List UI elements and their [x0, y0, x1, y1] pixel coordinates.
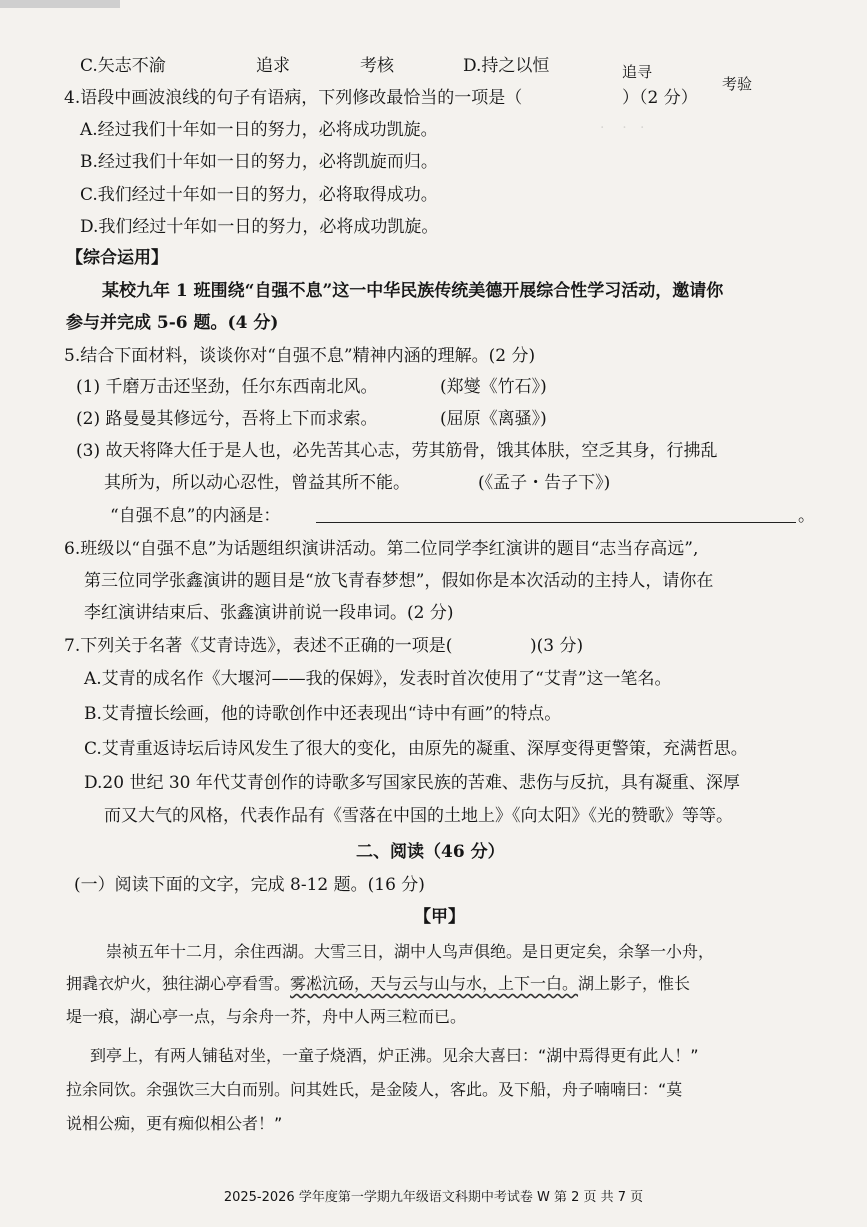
q4-option-c: C.我们经过十年如一日的努力，必将取得成功。 [80, 185, 438, 205]
q7-option-a: A.艾青的成名作《大堰河——我的保姆》，发表时首次使用了“艾青”这一笔名。 [84, 669, 672, 689]
q6-line3: 李红演讲结束后、张鑫演讲前说一段串词。(2 分) [84, 603, 454, 623]
reading-subsection: (一）阅读下面的文字，完成 8-12 题。(16 分) [74, 875, 425, 895]
q6-line1: 6.班级以“自强不息”为话题组织演讲活动。第二位同学李红演讲的题目“志当存高远”, [64, 539, 699, 559]
passage-line1: 崇祯五年十二月，余住西湖。大雪三日，湖中人鸟声俱绝。是日更定矣，余拏一小舟， [106, 942, 715, 961]
passage-line2 [66, 972, 690, 996]
q4-score: ）（2 分） [622, 88, 698, 108]
section-title-zonghe: 【综合运用】 [66, 248, 168, 268]
q5-material-3-line1: (3) 故天将降大任于是人也，必先苦其心志，劳其筋骨，饿其体肤，空乏其身，行拂乱 [76, 441, 718, 461]
passage-line6: 说相公痴，更有痴似相公者！” [66, 1114, 283, 1133]
q5-material-1: (1) 千磨万击还坚劲，任尔东西南北风。 [76, 377, 378, 397]
q5-answer-blank[interactable] [316, 522, 796, 523]
zonghe-intro-line2: 参与并完成 5-6 题。(4 分) [66, 313, 279, 333]
q7-stem: 7.下列关于名著《艾青诗选》，表述不正确的一项是( [64, 636, 453, 656]
q5-answer-label: “自强不息”的内涵是： [110, 506, 281, 526]
word-kaohe: 考核 [360, 56, 394, 76]
q5-material-2-source: (屈原《离骚》) [440, 409, 547, 429]
q7-option-c: C.艾青重返诗坛后诗风发生了很大的变化，由原先的凝重、深厚变得更警策，充满哲思。 [84, 739, 748, 759]
reading-section-title: 二、阅读（46 分） [356, 842, 505, 862]
option-c: C.矢志不渝 [80, 56, 166, 76]
q4-option-b: B.经过我们十年如一日的努力，必将凯旋而归。 [80, 152, 438, 172]
passage-line5: 拉余同饮。余强饮三大白而别。问其姓氏，是金陵人，客此。及下船，舟子喃喃曰：“莫 [66, 1080, 683, 1099]
q4-option-a: A.经过我们十年如一日的努力，必将成功凯旋。 [80, 120, 438, 140]
passage-jia-label: 【甲】 [414, 907, 465, 927]
passage-wavy-sentence: 雾凇沆砀，天与云与山与水，上下一白。 [290, 974, 579, 993]
passage-line2-pre: 拥毳衣炉火，独往湖心亭看雪。 [66, 974, 291, 993]
zonghe-intro-line1: 某校九年 1 班围绕“自强不息”这一中华民族传统美德开展综合性学习活动，邀请你 [102, 281, 724, 301]
page-footer: 2025-2026 学年度第一学期九年级语文科期中考试卷 W 第 2 页 共 7 页 [223, 1190, 644, 1205]
passage-line4: 到亭上，有两人铺毡对坐，一童子烧酒，炉正沸。见余大喜曰：“湖中焉得更有此人！” [90, 1046, 699, 1065]
q5-material-3-source: (《孟子・告子下》) [478, 473, 611, 493]
q6-line2: 第三位同学张鑫演讲的题目是“放飞青春梦想”，假如你是本次活动的主持人，请你在 [84, 571, 714, 591]
q4-stem: 4.语段中画波浪线的句子有语病，下列修改最恰当的一项是（ [64, 88, 523, 108]
scan-edge [0, 0, 120, 8]
q5-material-2: (2) 路曼曼其修远兮，吾将上下而求索。 [76, 409, 378, 429]
handwritten-kaoyan: 考验 [722, 75, 753, 93]
q7-option-b: B.艾青擅长绘画，他的诗歌创作中还表现出“诗中有画”的特点。 [84, 704, 562, 724]
q5-answer-period: 。 [798, 506, 815, 526]
q5-material-1-source: (郑燮《竹石》) [440, 377, 547, 397]
q5-material-3-line2: 其所为，所以动心忍性，曾益其所不能。 [104, 473, 410, 493]
word-zhuiqiu: 追求 [256, 56, 290, 76]
q7-option-d-line2: 而又大气的风格，代表作品有《雪落在中国的土地上》《向太阳》《光的赞歌》等等。 [104, 806, 733, 826]
handwritten-zhuixun: 追寻 [622, 63, 653, 81]
bleed-through-text: · · · [600, 120, 645, 136]
option-d: D.持之以恒 [463, 56, 550, 76]
q5-stem: 5.结合下面材料，谈谈你对“自强不息”精神内涵的理解。(2 分) [64, 346, 536, 366]
passage-line3: 堤一痕，湖心亭一点，与余舟一芥，舟中人两三粒而已。 [66, 1007, 467, 1026]
q4-option-d: D.我们经过十年如一日的努力，必将成功凯旋。 [80, 217, 439, 237]
q7-score: )(3 分) [530, 636, 584, 656]
q7-option-d-line1: D.20 世纪 30 年代艾青创作的诗歌多写国家民族的苦难、悲伤与反抗，具有凝重、深厚 [84, 773, 740, 793]
passage-line2-post: 湖上影子，惟长 [578, 974, 691, 993]
